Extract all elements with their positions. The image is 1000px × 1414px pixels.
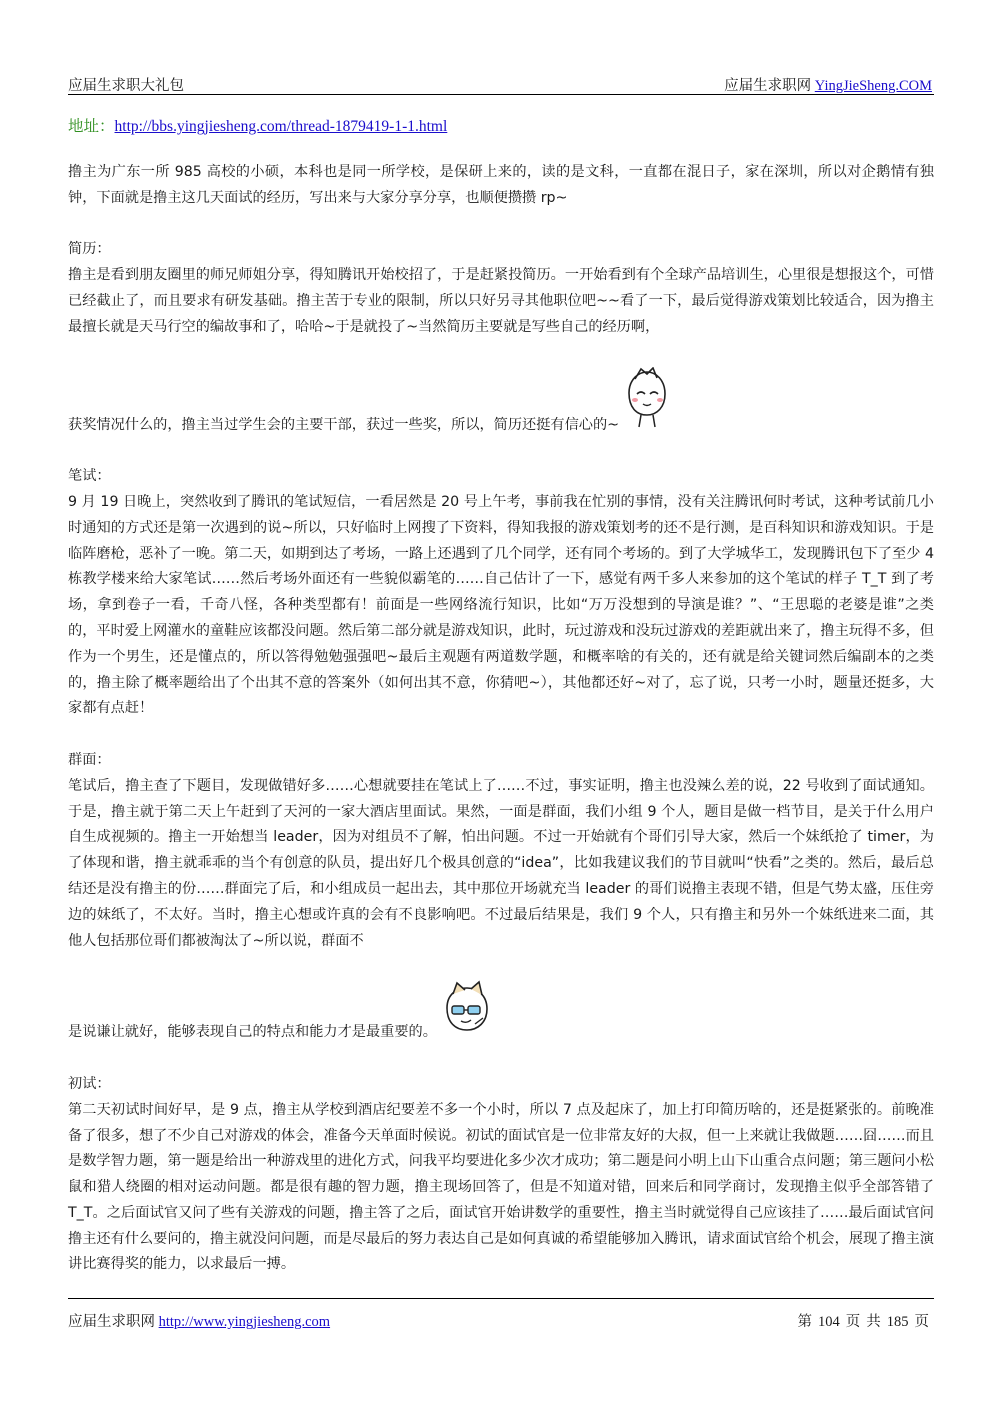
footer-divider <box>68 1298 934 1299</box>
cartoon-face-with-glasses-icon <box>439 980 495 1046</box>
page-header <box>68 72 932 94</box>
written-test-paragraph: 9 月 19 日晚上，突然收到了腾讯的笔试短信，一看居然是 20 号上午考，事前我在忙别的事情，没有关注腾讯何时考试，这种考试前几小时通知的方式还是第一次遇到的说~所以，只好临时上网搜了下资料，得知我报的游戏策划考的还不是行测，是百科知识和游戏知识。于是临阵磨枪，恶补了一晚。第二天，如期到达了考场，一路上还遇到了几个同学，还有同个考场的。到了大学城华工，发现腾讯包下了至少 4 栋教学楼来给大家笔试……然后考场外面还有一些貌似霸笔的……自己估计了一下，感觉有两千多人来参加的这个笔试的样子 T_T 到了考场，拿到卷子一看，千奇八怪，各种类型都有！前面是一些网络流行知识，比如“万万没想到的导演是谁？”、“王思聪的老婆是谁”之类的，平时爱上网灌水的童鞋应该都没问题。然后第二部分就是游戏知识，此时，玩过游戏和没玩过游戏的差距就出来了，撸主玩得不多，但作为一个男生，还是懂点的，所以答得勉勉强强吧~最后主观题有两道数学题，和概率啥的有关的，还有就是给关键词然后编副本的之类的，撸主除了概率题给出了个出其不意的答案外（如何出其不意，你猜吧~），其他都还好~对了，忘了说，只考一小时，题量还挺多，大家都有点赶！ <box>68 493 934 717</box>
group-interview-paragraph: 笔试后，撸主查了下题目，发现做错好多……心想就要挂在笔试上了……不过，事实证明，撸主也没辣么差的说，22 号收到了面试通知。于是，撸主就于第二天上午赶到了天河的一家大酒店里面试。果然，一面是群面，我们小组 9 个人，题目是做一档节目，是关于什么用户自生成视频的。撸主一开始想当 leader，因为对组员不了解，怕出问题。不过一开始就有个哥们引导大家，然后一个妹纸抢了 timer，为了体现和谐，撸主就乖乖的当个有创意的队员，提出好几个极具创意的“idea”，比如我建议我们的节目就叫“快看”之类的。然后，最后总结还是没有撸主的份……群面完了后，和小组成员一起出去，其中那位开场就充当 leader 的哥们说撸主表现不错，但是气势太盛，压住旁边的妹纸了，不太好。当时，撸主心想或许真的会有不良影响吧。不过最后结果是，我们 9 个人，只有撸主和另外一个妹纸进来二面，其他人包括那位哥们都被淘汰了~所以说，群面不 <box>68 777 934 949</box>
first-interview-paragraph: 第二天初试时间好早，是 9 点，撸主从学校到酒店纪要差不多一个小时，所以 7 点及起床了，加上打印简历啥的，还是挺紧张的。前晚准备了很多，想了不少自己对游戏的体会，准备今天单面时候说。初试的面试官是一位非常友好的大叔，但一上来就让我做题……囧……而且是数学智力题，第一题是给出一种游戏里的进化方式，问我平均要进化多少次才成功；第二题是问小明上山下山重合点问题；第三题问小松鼠和猎人绕圈的相对运动问题。都是很有趣的智力题，撸主现场回答了，但是不知道对错，回来后和同学商讨，发现撸主似乎全部答错了 T_T。之后面试官又问了些有关游戏的问题，撸主答了之后，面试官开始讲数学的重要性，撸主当时就觉得自己应该挂了……最后面试官问撸主还有什么要问的，撸主就没问问题，而是尽最后的努力表达自己是如何真诚的希望能够加入腾讯，请求面试官给个机会，展现了撸主演讲比赛得奖的能力，以求最后一搏。 <box>68 1101 934 1273</box>
group-interview-paragraph-end-text: 是说谦让就好，能够表现自己的特点和能力才是最重要的。 <box>68 1024 437 1041</box>
page-word-3: 共 <box>866 1314 881 1330</box>
page-word-2: 页 <box>845 1314 861 1330</box>
footer-site-link[interactable]: http://www.yingjiesheng.com <box>158 1314 331 1330</box>
page-total: 185 <box>886 1314 909 1330</box>
resume-paragraph-end-text: 获奖情况什么的，撸主当过学生会的主要干部，获过一些奖，所以，简历还挺有信心的~ <box>68 416 620 433</box>
page-word-4: 页 <box>914 1314 929 1330</box>
header-site-link[interactable]: YingJieSheng.COM <box>814 78 932 94</box>
header-site <box>724 74 932 95</box>
address-label: 地址： <box>68 118 115 135</box>
header-site-name: 应届生求职网 <box>724 78 815 94</box>
address-link[interactable]: http://bbs.yingjiesheng.com/thread-1879419-1-1.html <box>114 118 448 135</box>
page-word-1: 第 <box>797 1314 812 1330</box>
smiling-cartoon-face-icon <box>621 367 671 439</box>
intro-paragraph: 撸主为广东一所 985 高校的小硕，本科也是同一所学校，是保研上来的，读的是文科，一直都在混日子，家在深圳，所以对企鹅情有独钟，下面就是撸主这几天面试的经历，写出来与大家分享分享，也顺便攒攒 rp~ <box>68 164 934 206</box>
article-body <box>68 160 934 1278</box>
footer-site <box>68 1310 330 1331</box>
resume-paragraph-end <box>68 341 934 439</box>
header-divider <box>68 94 934 95</box>
first-interview-heading: 初试： <box>68 1075 111 1092</box>
resume-heading: 简历： <box>68 241 111 258</box>
resume-paragraph: 撸主是看到朋友圈里的师兄师姐分享，得知腾讯开始校招了，于是赶紧投简历。一开始看到有个全球产品培训生，心里很是想报这个，可惜已经截止了，而且要求有研发基础。撸主苦于专业的限制，所以只好另寻其他职位吧~~看了一下，最后觉得游戏策划比较适合，因为撸主最擅长就是天马行空的编故事和了，哈哈~于是就投了~当然简历主要就是写些自己的经历啊， <box>68 267 934 335</box>
footer-site-name: 应届生求职网 <box>68 1314 159 1330</box>
header-title: 应届生求职大礼包 <box>68 78 184 94</box>
group-interview-heading: 群面： <box>68 751 111 768</box>
page-current: 104 <box>818 1314 840 1330</box>
group-interview-paragraph-end <box>68 954 934 1046</box>
written-test-heading: 笔试： <box>68 468 111 485</box>
page-number <box>795 1310 933 1331</box>
address-line <box>68 114 447 136</box>
